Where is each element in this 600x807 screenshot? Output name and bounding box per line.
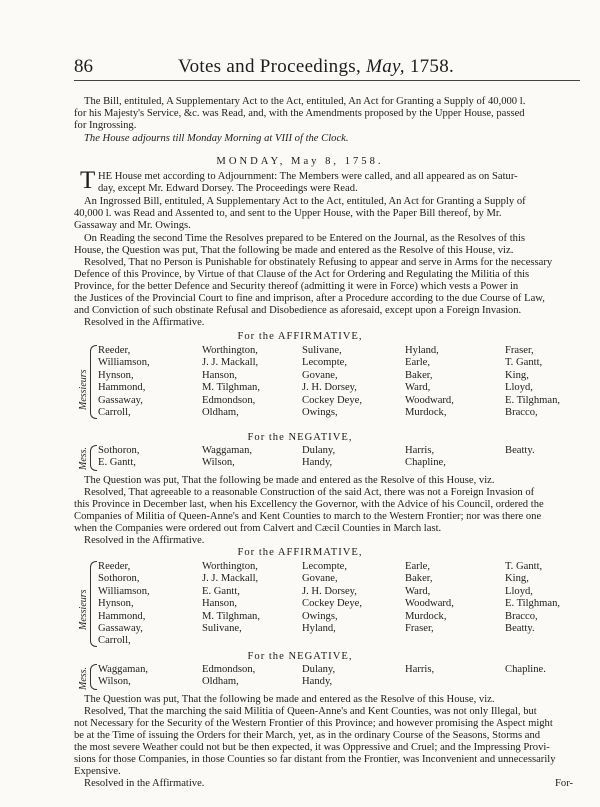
vote2-aff-name: Hanson,: [202, 598, 238, 610]
vote2-aff-name: E. Tilghman,: [505, 598, 561, 610]
adjourn-line: The House adjourns till Monday Morning at VIII of the Clock.: [84, 133, 349, 144]
vote2-aff-name: Fraser,: [405, 623, 434, 635]
vote1-aff-row: [98, 407, 595, 419]
vote2-neg-side: Mess.: [78, 666, 89, 690]
vote2-neg-name: Dulany,: [302, 664, 336, 675]
p5-line-1: The Question was put, That the following be made and entered as the Resolve of this House, viz.: [84, 694, 495, 705]
vote1-aff-name: Govane,: [302, 369, 338, 381]
vote1-aff-row: [98, 345, 595, 357]
vote1-aff-name: Baker,: [405, 369, 433, 381]
vote1-aff-name: Edmondson,: [202, 394, 256, 406]
vote2-aff-name: Murdock,: [405, 610, 447, 622]
p5-line-2: Resolved, That the marching the said Militia of Queen-Anne's and Kent Counties, was not only Illegal, but: [84, 706, 537, 717]
vote2-aff-name: M. Tilghman,: [202, 610, 260, 622]
vote2-aff-name: Lecompte,: [302, 561, 348, 572]
vote2-aff-name: Baker,: [405, 573, 433, 585]
vote2-aff-name: [405, 635, 505, 647]
p3-line-2: House, the Question was put, That the following be made and entered as the Resolve of this House, viz.: [74, 245, 514, 256]
p4-line-3: this Province in December last, when his Excellency the Governor, with the Advice of his Council, ordered the: [74, 499, 544, 510]
p2-line-2: 40,000 l. was Read and Assented to, and sent to the Upper House, with the Paper Bill thereof, by Mr.: [74, 208, 502, 219]
vote2-aff-name: [302, 635, 405, 647]
p4-line-4: Companies of Militia of Queen-Anne's and Kent Counties to march to the Western Frontier; nor was there one: [74, 511, 542, 522]
vote1-aff-name: Woodward,: [405, 394, 454, 406]
vote2-aff-name: Bracco,: [505, 610, 538, 622]
vote1-aff-row: [98, 382, 595, 394]
vote2-neg-name: Edmondson,: [202, 664, 256, 675]
p5-line-4: be at the Time of issuing the Orders for their March, yet, as in the ordinary Course of the Seasons, Storms and: [74, 730, 541, 741]
vote2-aff-name: Gassaway,: [98, 623, 143, 635]
p4-line-1: The Question was put, That the following be made and entered as the Resolve of this House, viz.: [84, 475, 495, 486]
vote2-aff-name: Sulivane,: [202, 623, 242, 635]
header-rule: [74, 80, 580, 81]
vote1-aff-table: [98, 345, 595, 419]
vote2-aff-name: J. J. Mackall,: [202, 573, 259, 585]
vote1-aff-name: Lecompte,: [302, 357, 348, 369]
p3-line-1: On Reading the second Time the Resolves prepared to be Entered on the Journal, as the Resolves of this: [84, 233, 526, 244]
p2-line-3: Gassaway and Mr. Owings.: [74, 220, 191, 231]
p4-line-6: Resolved in the Affirmative.: [84, 535, 205, 546]
vote2-aff-name: Reeder,: [98, 561, 131, 572]
vote1-aff-name: Carroll,: [98, 407, 131, 419]
vote1-aff-name: Cockey Deye,: [302, 394, 363, 406]
vote1-aff-name: Reeder,: [98, 345, 131, 356]
vote2-aff-table: [98, 561, 595, 648]
vote2-neg-name: Handy,: [302, 676, 333, 688]
vote1-aff-row: [98, 357, 595, 369]
vote2-aff-name: E. Gantt,: [202, 585, 240, 597]
vote1-aff-name: Worthington,: [202, 345, 258, 356]
date-heading: MONDAY, May 8, 1758.: [216, 156, 384, 167]
vote2-neg-name: Oldham,: [202, 676, 239, 688]
p3-line-5: Province, for the better Defence and Security thereof (admitting it were in Force) which vests a Power in: [74, 281, 519, 292]
p4-line-2: Resolved, That agreeable to a reasonable Construction of the said Act, there was not a Foreign Invasion of: [84, 487, 535, 498]
drop-cap: T: [80, 167, 96, 194]
vote2-aff-name: T. Gantt,: [505, 561, 543, 572]
p5-line-3: not Necessary for the Security of the Western Frontier of this Province; and however promising the Aspect might: [74, 718, 553, 729]
vote2-aff-row: [98, 561, 595, 573]
vote2-neg-brace: [90, 664, 97, 690]
vote1-aff-name: Gassaway,: [98, 394, 143, 406]
vote2-aff-name: Beatty.: [505, 623, 535, 635]
vote2-aff-name: [202, 635, 302, 647]
vote2-neg-row: [98, 664, 595, 676]
vote1-aff-name: Hanson,: [202, 369, 238, 381]
vote1-neg-name: [505, 457, 595, 469]
vote1-neg-row: [98, 445, 595, 457]
vote1-neg-side: Mess.: [78, 446, 89, 470]
p1-line-1: HE House met according to Adjournment: The Members were called, and all appeared as on Satur-: [98, 171, 518, 182]
vote1-aff-name: Earle,: [405, 357, 430, 369]
vote1-aff-row: [98, 395, 595, 407]
p5-line-8: Resolved in the Affirmative.: [84, 778, 205, 789]
vote2-aff-name: [505, 635, 595, 647]
vote2-aff-label: For the AFFIRMATIVE,: [237, 547, 363, 558]
vote2-aff-name: Cockey Deye,: [302, 598, 363, 610]
vote1-neg-row: [98, 457, 595, 469]
vote1-neg-name: Handy,: [302, 457, 333, 469]
p2-line-1: An Ingrossed Bill, entituled, A Supplementary Act to the Act, entituled, An Act for Granting a Supply of: [84, 196, 526, 207]
vote2-aff-name: Hyland,: [302, 623, 336, 635]
vote1-neg-name: Chapline,: [405, 457, 446, 469]
vote2-neg-name: [405, 676, 505, 688]
vote2-aff-name: Hammond,: [98, 610, 146, 622]
vote2-neg-label: For the NEGATIVE,: [247, 651, 353, 662]
top-line-3: for Ingrossing.: [74, 120, 137, 131]
vote1-aff-label: For the AFFIRMATIVE,: [237, 331, 363, 342]
vote1-neg-name: Wilson,: [202, 457, 235, 469]
vote1-aff-name: Murdock,: [405, 407, 447, 419]
vote1-aff-name: E. Tilghman,: [505, 394, 561, 406]
vote2-aff-row: [98, 598, 595, 610]
vote2-aff-row: [98, 586, 595, 598]
vote2-neg-name: Wilson,: [98, 676, 131, 688]
vote1-aff-brace: [90, 345, 97, 419]
p3-line-4: Defence of this Province, by Virtue of that Clause of the Act for Ordering and Regulating the Militia of this: [74, 269, 530, 280]
vote1-aff-name: M. Tilghman,: [202, 382, 260, 394]
p5-line-6: sions for those Companies, in those Counties so far distant from the Frontier, was Inconvenient and unnecessarily: [74, 754, 556, 765]
vote2-neg-table: [98, 664, 595, 689]
vote2-neg-name: Chapline.: [505, 664, 546, 675]
vote1-aff-name: J. J. Mackall,: [202, 357, 259, 369]
vote1-aff-name: Bracco,: [505, 407, 538, 419]
vote1-aff-name: Ward,: [405, 382, 431, 394]
vote1-aff-name: Hammond,: [98, 382, 146, 394]
vote1-neg-name: Dulany,: [302, 445, 336, 456]
vote1-aff-row: [98, 370, 595, 382]
vote2-aff-name: J. H. Dorsey,: [302, 585, 357, 597]
vote2-aff-name: King,: [505, 573, 529, 585]
vote1-aff-name: Hyland,: [405, 345, 439, 356]
vote2-neg-row: [98, 676, 595, 688]
p5-line-7: Expensive.: [74, 766, 121, 777]
vote2-aff-name: Worthington,: [202, 561, 258, 572]
vote1-aff-name: Williamson,: [98, 357, 150, 369]
vote2-aff-row: [98, 635, 595, 647]
vote1-aff-name: King,: [505, 369, 529, 381]
p3-line-7: and Conviction of such obstinate Refusal and Disobedience as aforesaid, except upon a Foreign Invasion.: [74, 305, 522, 316]
running-title: Votes and Proceedings, May, 1758.: [178, 56, 455, 77]
vote2-neg-name: [505, 676, 595, 688]
vote1-aff-name: J. H. Dorsey,: [302, 382, 357, 394]
vote1-aff-name: Owings,: [302, 407, 338, 419]
vote1-neg-brace: [90, 445, 97, 471]
p5-line-5: the most severe Weather could not but be then expected, it was Oppressive and Cruel; and the Impressing Provi-: [74, 742, 550, 753]
vote2-aff-name: Owings,: [302, 610, 338, 622]
p3-line-3: Resolved, That no Person is Punishable for obstinately Refusing to appear and serve in Arms for the necessary: [84, 257, 553, 268]
vote1-neg-name: E. Gantt,: [98, 457, 136, 469]
vote2-aff-name: Carroll,: [98, 635, 131, 647]
vote1-neg-name: Harris,: [405, 445, 435, 456]
vote2-aff-name: Hynson,: [98, 598, 134, 610]
p1-line-2: day, except Mr. Edward Dorsey. The Proceedings were Read.: [98, 183, 358, 194]
vote1-aff-side: Messieurs: [78, 369, 89, 410]
vote2-aff-side: Messieurs: [78, 589, 89, 630]
vote1-aff-name: Fraser,: [505, 345, 534, 356]
vote2-aff-name: Sothoron,: [98, 573, 140, 585]
vote2-neg-name: Waggaman,: [98, 664, 149, 675]
vote1-neg-label: For the NEGATIVE,: [247, 432, 353, 443]
vote1-neg-name: Beatty.: [505, 445, 535, 456]
vote1-aff-name: Lloyd,: [505, 382, 533, 394]
vote2-aff-name: Williamson,: [98, 585, 150, 597]
vote1-neg-table: [98, 445, 595, 470]
vote1-aff-name: Hynson,: [98, 369, 134, 381]
vote1-aff-name: Oldham,: [202, 407, 239, 419]
top-line-1: The Bill, entituled, A Supplementary Act to the Act, entituled, An Act for Granting a Supply of 40,000 l.: [84, 96, 526, 107]
vote2-aff-row: [98, 623, 595, 635]
vote2-aff-name: Ward,: [405, 585, 431, 597]
vote1-neg-name: Waggaman,: [202, 445, 253, 456]
top-line-2: for his Majesty's Service, &c. was Read, and, with the Amendments proposed by the Upper House, passed: [74, 108, 525, 119]
vote1-aff-name: T. Gantt,: [505, 357, 543, 369]
catchword: For-: [555, 778, 574, 789]
vote2-neg-name: Harris,: [405, 664, 435, 675]
p4-line-5: when the Companies were ordered out from Calvert and Cæcil Counties in March last.: [74, 523, 442, 534]
page-number: 86: [74, 56, 93, 77]
vote2-aff-row: [98, 611, 595, 623]
p3-line-6: the Justices of the Provincial Court to fine and imprison, after a Procedure according to the due Course of Law,: [74, 293, 545, 304]
vote2-aff-name: Govane,: [302, 573, 338, 585]
vote1-neg-name: Sothoron,: [98, 445, 140, 456]
vote1-aff-name: Sulivane,: [302, 345, 342, 356]
vote2-aff-row: [98, 573, 595, 585]
vote2-aff-name: Earle,: [405, 561, 430, 572]
vote2-aff-name: Woodward,: [405, 598, 454, 610]
vote2-aff-name: Lloyd,: [505, 585, 533, 597]
p3-line-8: Resolved in the Affirmative.: [84, 317, 205, 328]
vote2-aff-brace: [90, 561, 97, 647]
